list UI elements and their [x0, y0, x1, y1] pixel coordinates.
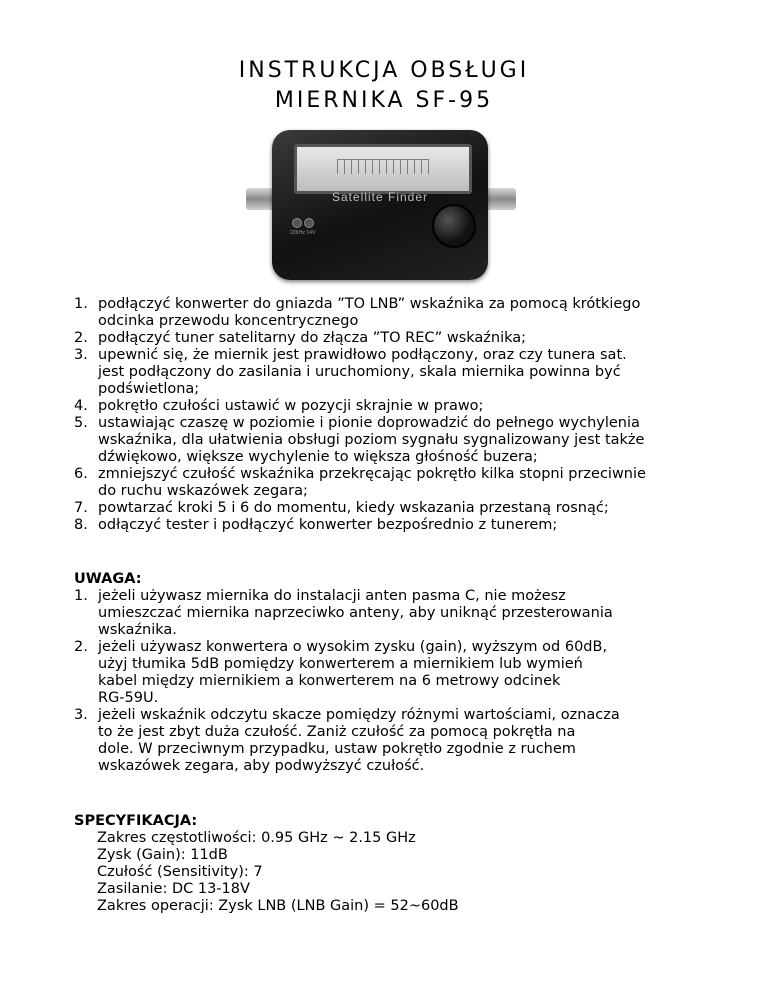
- step-text: pokrętło czułości ustawić w pozycji skrajnie w prawo;: [98, 398, 484, 414]
- step-item: [74, 466, 724, 500]
- step-item: [74, 296, 724, 330]
- led-caption: 22KHz 14V: [290, 230, 316, 236]
- device-label: Satellite Finder: [331, 190, 429, 204]
- spec-line: Czułość (Sensitivity): 7: [97, 864, 263, 880]
- step-text: podłączyć konwerter do gniazda ”TO LNB” wskaźnika za pomocą krótkiego: [98, 296, 641, 312]
- step-number: 6.: [74, 466, 88, 482]
- step-item: [74, 500, 724, 517]
- warning-text: jeżeli używasz konwertera o wysokim zysku (gain), wyższym od 60dB,: [98, 639, 608, 655]
- step-item: [74, 415, 724, 466]
- step-text: podświetlona;: [98, 381, 200, 397]
- step-text: odcinka przewodu koncentrycznego: [98, 313, 359, 329]
- step-text: jest podłączony do zasilania i uruchomiony, skala miernika powinna być: [98, 364, 621, 380]
- step-text: do ruchu wskazówek zegara;: [98, 483, 308, 499]
- warning-item: [74, 707, 724, 775]
- step-text: dźwiękowo, większe wychylenie to większa głośność buzera;: [98, 449, 538, 465]
- instruction-steps: [74, 296, 724, 534]
- step-number: 5.: [74, 415, 88, 431]
- step-text: odłączyć tester i podłączyć konwerter bezpośrednio z tunerem;: [98, 517, 558, 533]
- step-number: 8.: [74, 517, 88, 533]
- meter-scale: [337, 159, 429, 174]
- step-number: 4.: [74, 398, 88, 414]
- sensitivity-knob: [432, 204, 476, 248]
- spec-line: Zakres operacji: Zysk LNB (LNB Gain) = 52~60dB: [97, 898, 459, 914]
- specs-heading: SPECYFIKACJA:: [74, 813, 198, 829]
- step-text: zmniejszyć czułość wskaźnika przekręcając pokrętło kilka stopni przeciwnie: [98, 466, 646, 482]
- warning-text: wskazówek zegara, aby podwyższyć czułość.: [98, 758, 425, 774]
- step-text: powtarzać kroki 5 i 6 do momentu, kiedy wskazania przestaną rosnąć;: [98, 500, 609, 516]
- satellite-finder-photo: [246, 128, 516, 288]
- device-case: [272, 130, 488, 280]
- specs-list: [97, 830, 459, 915]
- step-item: [74, 330, 724, 347]
- warning-text: użyj tłumika 5dB pomiędzy konwerterem a miernikiem lub wymień: [98, 656, 583, 672]
- warning-item: [74, 588, 724, 639]
- spec-line: Zysk (Gain): 11dB: [97, 847, 228, 863]
- step-number: 3.: [74, 347, 88, 363]
- step-number: 1.: [74, 296, 88, 312]
- step-text: ustawiając czaszę w poziomie i pionie doprowadzić do pełnego wychylenia: [98, 415, 640, 431]
- title-line-2: MIERNIKA SF-95: [274, 88, 494, 113]
- spec-line: Zakres częstotliwości: 0.95 GHz ~ 2.15 GHz: [97, 830, 416, 846]
- meter-window: [294, 144, 472, 194]
- step-number: 7.: [74, 500, 88, 516]
- warning-heading: UWAGA:: [74, 571, 142, 587]
- warning-number: 2.: [74, 639, 88, 655]
- document-title: [0, 56, 768, 116]
- step-item: [74, 517, 724, 534]
- step-number: 2.: [74, 330, 88, 346]
- warning-list: [74, 588, 724, 775]
- warning-number: 3.: [74, 707, 88, 723]
- warning-text: dole. W przeciwnym przypadku, ustaw pokrętło zgodnie z ruchem: [98, 741, 576, 757]
- warning-text: jeżeli wskaźnik odczytu skacze pomiędzy różnymi wartościami, oznacza: [98, 707, 620, 723]
- led-indicator: [304, 218, 314, 228]
- warning-text: kabel między miernikiem a konwerterem na 6 metrowy odcinek: [98, 673, 561, 689]
- step-text: upewnić się, że miernik jest prawidłowo podłączony, oraz czy tunera sat.: [98, 347, 627, 363]
- title-line-1: INSTRUKCJA OBSŁUGI: [238, 58, 530, 83]
- step-text: wskaźnika, dla ułatwienia obsługi poziom sygnału sygnalizowany jest także: [98, 432, 645, 448]
- spec-line: Zasilanie: DC 13-18V: [97, 881, 250, 897]
- warning-item: [74, 639, 724, 707]
- led-indicator: [292, 218, 302, 228]
- warning-text: jeżeli używasz miernika do instalacji anten pasma C, nie możesz: [98, 588, 566, 604]
- warning-text: umieszczać miernika naprzeciwko anteny, aby uniknąć przesterowania: [98, 605, 613, 621]
- warning-text: wskaźnika.: [98, 622, 177, 638]
- step-item: [74, 398, 724, 415]
- step-text: podłączyć tuner satelitarny do złącza ”TO REC” wskaźnika;: [98, 330, 527, 346]
- warning-number: 1.: [74, 588, 88, 604]
- step-item: [74, 347, 724, 398]
- warning-text: to że jest zbyt duża czułość. Zaniż czułość za pomocą pokrętła na: [98, 724, 576, 740]
- warning-text: RG-59U.: [98, 690, 159, 706]
